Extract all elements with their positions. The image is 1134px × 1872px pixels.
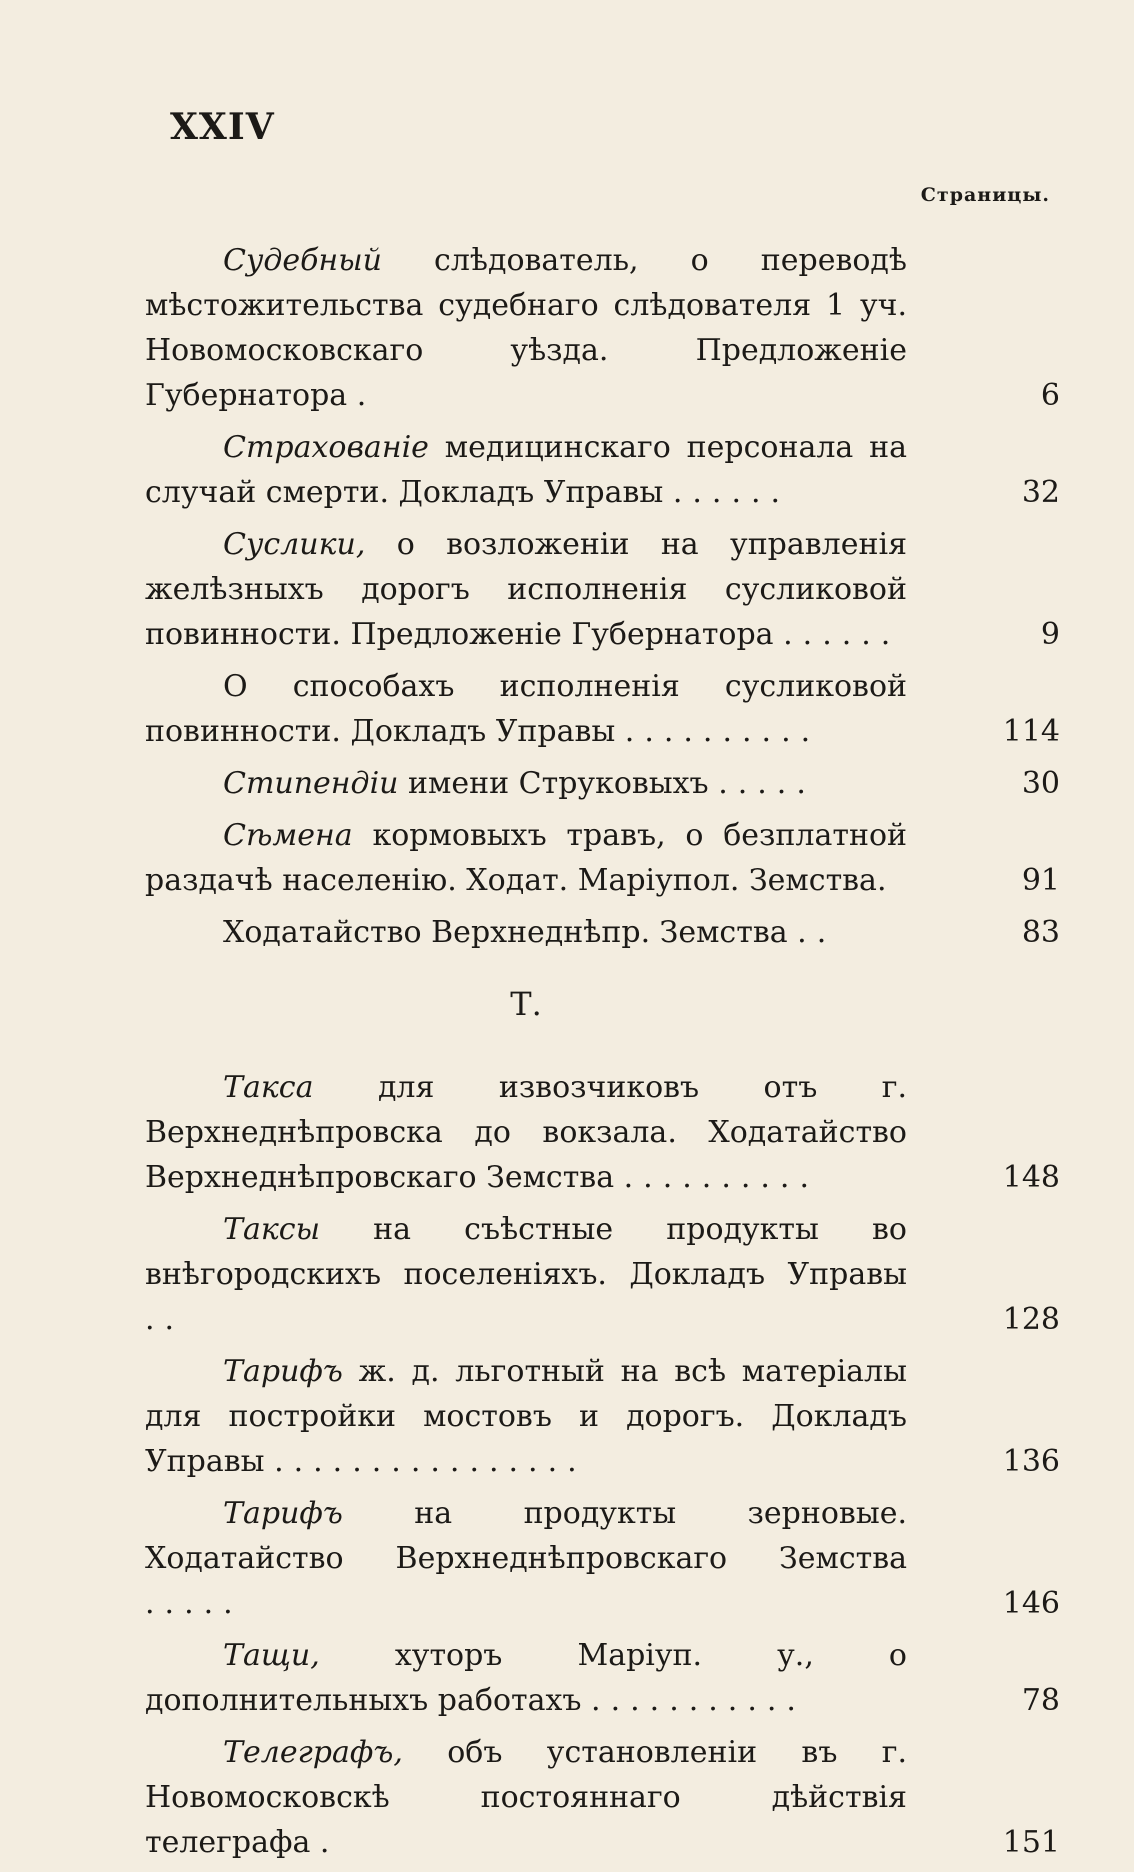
entry-description: для извозчиковъ отъ г. Верхнеднѣпровска до вокзала. Ходатайство Верхнеднѣпровскаго Земства — [145, 1070, 907, 1195]
entry-description: объ установленіи въ г. Новомосковскѣ постояннаго дѣйствія телеграфа — [145, 1735, 908, 1860]
entry-description: хуторъ Маріуп. у., о дополнительныхъ работахъ — [145, 1638, 907, 1718]
index-entry — [145, 1349, 1060, 1484]
entry-keyword: Тарифъ — [223, 1496, 343, 1531]
entry-text — [145, 425, 907, 515]
pages-column-header: Страницы. — [920, 184, 1050, 206]
leader-dots: .......... — [624, 714, 821, 749]
entry-page: 151 — [1002, 1825, 1060, 1860]
entry-text — [145, 1491, 907, 1626]
entry-keyword: Стипендіи — [223, 766, 399, 801]
entry-page: 32 — [1021, 475, 1060, 510]
leader-dots: ................ — [274, 1444, 587, 1479]
entry-text — [145, 664, 907, 754]
leader-dots: .. — [797, 915, 837, 950]
entry-description: медицинскаго персонала на случай смерти. Докладъ Управы — [145, 430, 907, 510]
leader-dots: ..... — [718, 766, 816, 801]
entry-text — [145, 1065, 907, 1200]
entry-description: о возложеніи на управленія желѣзныхъ дорогъ исполненія сусликовой повинности. Предложеніе Губернатора — [145, 527, 907, 652]
index-entry — [145, 910, 1060, 955]
entry-description: Ходатайство Верхнеднѣпр. Земства — [223, 915, 788, 950]
entry-description: на съѣстные продукты во внѣгородскихъ поселеніяхъ. Докладъ Управы — [145, 1212, 907, 1292]
index-entry — [145, 761, 1060, 806]
entry-text — [145, 1633, 907, 1723]
index-entry — [145, 238, 1060, 418]
entry-page: 6 — [1040, 378, 1060, 413]
entry-page: 30 — [1021, 766, 1060, 801]
index-entry — [145, 1730, 1060, 1865]
entry-description: ж. д. льготный на всѣ матеріалы для постройки мостовъ и дорогъ. Докладъ Управы — [145, 1354, 907, 1479]
entry-page: 146 — [1002, 1586, 1060, 1621]
entry-keyword: Страхованіе — [223, 430, 429, 465]
index-entry — [145, 425, 1060, 515]
entry-text — [145, 238, 907, 418]
entry-keyword: Судебный — [223, 243, 382, 278]
entry-text — [145, 1349, 907, 1484]
leader-dots: ...... — [783, 617, 901, 652]
index-entry — [145, 1065, 1060, 1200]
entry-description: кормовыхъ травъ, о безплатной раздачѣ населенію. Ходат. Маріупол. Земства — [145, 818, 907, 898]
index-entry — [145, 664, 1060, 754]
entry-text — [145, 1207, 907, 1342]
entry-description: слѣдователь, о переводѣ мѣстожительства судебнаго слѣдователя 1 уч. Новомосковскаго уѣзда. Предложеніе Губернатора — [145, 243, 907, 413]
leader-dots: . — [319, 1825, 340, 1860]
leader-dots: .. — [145, 1302, 185, 1337]
leader-dots: . — [876, 863, 897, 898]
index-entry — [145, 813, 1060, 903]
entry-keyword: Такса — [223, 1070, 314, 1105]
entry-description: на продукты зерновые. Ходатайство Верхнеднѣпровскаго Земства — [145, 1496, 907, 1576]
index-entry — [145, 522, 1060, 657]
entry-keyword: Тарифъ — [223, 1354, 343, 1389]
entry-description: имени Струковыхъ — [408, 766, 709, 801]
leader-dots: ........... — [591, 1683, 806, 1718]
leader-dots: ...... — [672, 475, 791, 510]
entry-text — [145, 522, 907, 657]
page-number: XXIV — [170, 106, 275, 148]
index-entries — [145, 238, 1060, 1872]
index-entry — [145, 1633, 1060, 1723]
entry-keyword: Сѣмена — [223, 818, 353, 853]
entry-keyword: Тащи, — [223, 1638, 320, 1673]
index-entry — [145, 1207, 1060, 1342]
entry-page: 128 — [1002, 1302, 1060, 1337]
entry-keyword: Телеграфъ, — [223, 1735, 403, 1770]
entry-text — [145, 910, 907, 955]
entry-page: 9 — [1040, 617, 1060, 652]
index-entry — [145, 1491, 1060, 1626]
entry-page: 83 — [1021, 915, 1060, 950]
entry-page: 91 — [1021, 863, 1060, 898]
leader-dots: .......... — [623, 1160, 820, 1195]
leader-dots: ..... — [145, 1586, 243, 1621]
entry-keyword: Таксы — [223, 1212, 321, 1247]
entry-text — [145, 813, 907, 903]
entry-keyword: Суслики, — [223, 527, 366, 562]
section-letter-heading: Т. — [510, 985, 542, 1023]
entry-page: 136 — [1002, 1444, 1060, 1479]
entry-text — [145, 1730, 907, 1865]
entry-page: 78 — [1021, 1683, 1060, 1718]
leader-dots: . — [356, 378, 377, 413]
entry-description: О способахъ исполненія сусликовой повинности. Докладъ Управы — [145, 669, 907, 749]
entry-page: 114 — [1002, 714, 1060, 749]
entry-text — [145, 761, 907, 806]
entry-page: 148 — [1002, 1160, 1060, 1195]
